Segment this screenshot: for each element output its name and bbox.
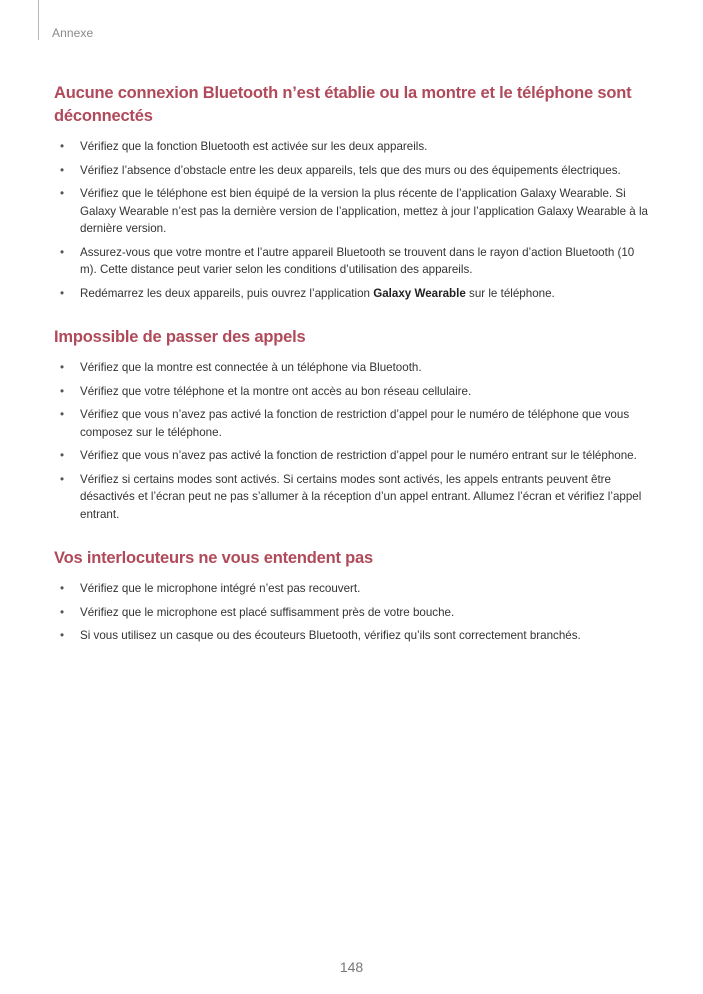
list-item-text: Vérifiez que le microphone est placé suffisamment près de votre bouche. (80, 605, 455, 619)
list-item-text: Vérifiez que vous n’avez pas activé la fonction de restriction d’appel pour le numéro entrant sur le téléphone. (80, 449, 637, 462)
list-item (54, 383, 654, 401)
list-item-text: Assurez-vous que votre montre et l’autre appareil Bluetooth se trouvent dans le rayon d’action Bluetooth (10 m). Cette distance peut varier selon les conditions d’utilisation des appareils. (80, 245, 635, 276)
bullet-icon: • (60, 187, 65, 200)
list-item-text: Vérifiez si certains modes sont activés. Si certains modes sont activés, les appels entrants peuvent être désactivés et l’écran peut ne pas s’allumer à la réception d’un appel entrant. Allumez l’écran et vérifiez l’appel entrant. (80, 472, 642, 521)
bullet-list (54, 580, 654, 645)
list-item (54, 185, 654, 238)
bullet-icon: • (60, 140, 65, 153)
list-item (54, 244, 654, 279)
bullet-icon: • (60, 629, 65, 642)
list-item-text: Vérifiez que la montre est connectée à un téléphone via Bluetooth. (80, 361, 422, 374)
section-audio (54, 547, 654, 645)
list-item-text-before: Redémarrez les deux appareils, puis ouvrez l’application (80, 286, 374, 300)
list-item (54, 162, 654, 180)
bullet-icon: • (60, 582, 65, 595)
section-bluetooth (54, 82, 654, 302)
bullet-icon: • (60, 361, 65, 374)
section-title: Vos interlocuteurs ne vous entendent pas (54, 549, 374, 567)
list-item-text: Vérifiez que le microphone intégré n’est pas recouvert. (80, 582, 361, 595)
header-divider (38, 0, 39, 40)
list-item (54, 359, 654, 377)
chapter-label: Annexe (52, 26, 94, 40)
section-title: Aucune connexion Bluetooth n’est établie ou la montre et le téléphone sont déconnectés (54, 84, 632, 125)
list-item (54, 447, 654, 465)
section-title: Impossible de passer des appels (54, 328, 306, 346)
list-item-text-after: sur le téléphone. (465, 286, 555, 300)
list-item (54, 406, 654, 441)
list-item-text: Vérifiez que le téléphone est bien équipé de la version la plus récente de l’application Galaxy Wearable. Si Galaxy Wearable n’est pas la dernière version de l’application, mettez à jour l’application Galaxy Wearable à la dernière version. (80, 187, 648, 235)
section-calls (54, 326, 654, 523)
bullet-icon: • (60, 286, 65, 300)
bullet-icon: • (60, 449, 65, 462)
bullet-list (54, 138, 654, 302)
list-item-text: Vérifiez que vous n’avez pas activé la fonction de restriction d’appel pour le numéro de téléphone que vous composez sur le téléphone. (80, 408, 630, 439)
list-item-text: Vérifiez que la fonction Bluetooth est activée sur les deux appareils. (80, 140, 428, 153)
list-item-text: Si vous utilisez un casque ou des écouteurs Bluetooth, vérifiez qu’ils sont correctement branchés. (80, 629, 581, 642)
page-content (54, 82, 654, 669)
bullet-icon: • (60, 163, 65, 177)
list-item (54, 580, 654, 598)
page-number: 148 (339, 959, 364, 975)
list-item-text: Vérifiez l’absence d’obstacle entre les deux appareils, tels que des murs ou des équipements électriques. (80, 163, 621, 177)
bullet-icon: • (60, 472, 65, 486)
list-item (54, 285, 654, 303)
list-item (54, 471, 654, 524)
list-item-text: Vérifiez que votre téléphone et la montre ont accès au bon réseau cellulaire. (80, 384, 472, 398)
list-item (54, 604, 654, 622)
bullet-icon: • (60, 245, 65, 259)
bullet-icon: • (60, 384, 65, 398)
bullet-list (54, 359, 654, 523)
bullet-icon: • (60, 605, 65, 619)
bullet-icon: • (60, 408, 65, 421)
list-item (54, 627, 654, 645)
list-item (54, 138, 654, 156)
app-name-galaxy-wearable: Galaxy Wearable (373, 286, 466, 300)
